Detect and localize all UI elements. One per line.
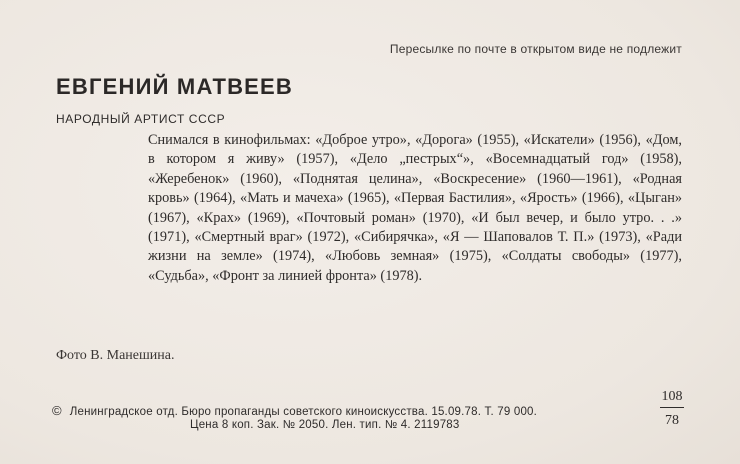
fraction-denominator: 78	[665, 413, 679, 428]
postal-notice: Пересылке по почте в открытом виде не подлежит	[389, 42, 682, 56]
imprint-line-2: Цена 8 коп. Зак. № 2050. Лен. тип. № 4. 2119783	[190, 419, 460, 431]
copyright-icon: ©	[52, 403, 62, 418]
catalog-fraction	[657, 389, 687, 429]
imprint-text-1: Ленинградское отд. Бюро пропаганды советского киноискусства. 15.09.78. Т. 79 000.	[69, 406, 538, 418]
photo-credit: Фото В. Манешина.	[56, 348, 175, 363]
imprint-line-1	[52, 403, 537, 418]
actor-name: ЕВГЕНИЙ МАТВЕЕВ	[56, 74, 294, 99]
fraction-bar	[660, 407, 684, 408]
filmography-text: Снимался в кинофильмах: «Доброе утро», «Дорога» (1955), «Искатели» (1956), «Дом, в котором я живу» (1957), «Дело „пестрых“», «Восемнадцатый год» (1958), «Жеребенок» (1960), «Поднятая целина», «Воскресение» (1960—1961), «Родная кровь» (1964), «Мать и мачеха» (1965), «Первая Бастилия», «Ярость» (1966), «Цыган» (1967), «Крах» (1969), «Почтовый роман» (1970), «И был вечер, и было утро. . .» (1971), «Смертный враг» (1972), «Сибирячка», «Я — Шаповалов Т. П.» (1973), «Ради жизни на земле» (1974), «Любовь земная» (1975), «Солдаты свободы» (1977), «Судьба», «Фронт за линией фронта» (1978).	[148, 132, 682, 284]
fraction-numerator: 108	[661, 389, 683, 404]
actor-title: НАРОДНЫЙ АРТИСТ СССР	[56, 112, 226, 126]
